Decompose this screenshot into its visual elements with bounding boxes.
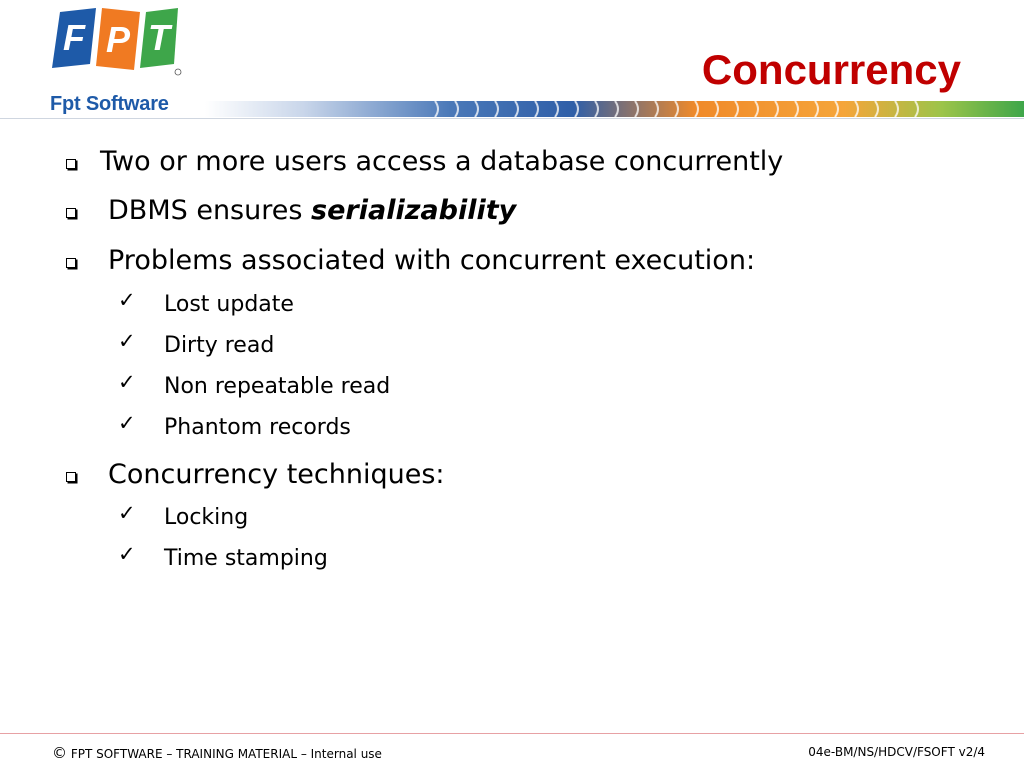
footer-left-text: FPT SOFTWARE – TRAINING MATERIAL – Internal use xyxy=(70,747,382,761)
bullet-item-emphasis: serializability xyxy=(311,195,517,226)
square-bullet-icon xyxy=(66,258,76,268)
header-decorative-band xyxy=(205,99,1024,119)
slide-title: Concurrency xyxy=(701,46,961,93)
checkmark-icon: ✓ xyxy=(118,542,136,566)
bullet-item: Concurrency techniques: xyxy=(108,459,445,490)
sub-bullet-item: Phantom records xyxy=(164,415,351,440)
square-bullet-icon xyxy=(66,472,76,482)
checkmark-icon: ✓ xyxy=(118,501,136,525)
bullet-item: Two or more users access a database concurrently xyxy=(100,146,784,177)
footer-divider xyxy=(0,733,1024,734)
bullet-item xyxy=(108,195,516,226)
fpt-logo-tiles xyxy=(50,8,185,78)
checkmark-icon: ✓ xyxy=(118,411,136,435)
sub-bullet-item: Time stamping xyxy=(164,546,328,571)
sub-bullet-item: Locking xyxy=(164,505,249,530)
svg-text:F: F xyxy=(63,17,85,58)
sub-bullet-item: Lost update xyxy=(164,292,294,317)
checkmark-icon: ✓ xyxy=(118,329,136,353)
svg-text:P: P xyxy=(105,19,131,60)
bullet-item: Problems associated with concurrent execution: xyxy=(108,245,756,276)
header-divider xyxy=(0,118,1024,119)
footer-left xyxy=(52,744,382,762)
fpt-logo xyxy=(50,8,190,116)
checkmark-icon: ✓ xyxy=(118,370,136,394)
bullet-item-text: DBMS ensures xyxy=(108,195,312,226)
copyright-symbol: © xyxy=(52,744,67,762)
footer-document-code: 04e-BM/NS/HDCV/FSOFT v2/4 xyxy=(808,745,985,759)
square-bullet-icon xyxy=(66,159,76,169)
sub-bullet-item: Non repeatable read xyxy=(164,374,391,399)
logo-caption: Fpt Software xyxy=(50,93,169,115)
square-bullet-icon xyxy=(66,208,76,218)
checkmark-icon: ✓ xyxy=(118,288,136,312)
svg-text:T: T xyxy=(148,17,170,58)
sub-bullet-item: Dirty read xyxy=(164,333,275,358)
